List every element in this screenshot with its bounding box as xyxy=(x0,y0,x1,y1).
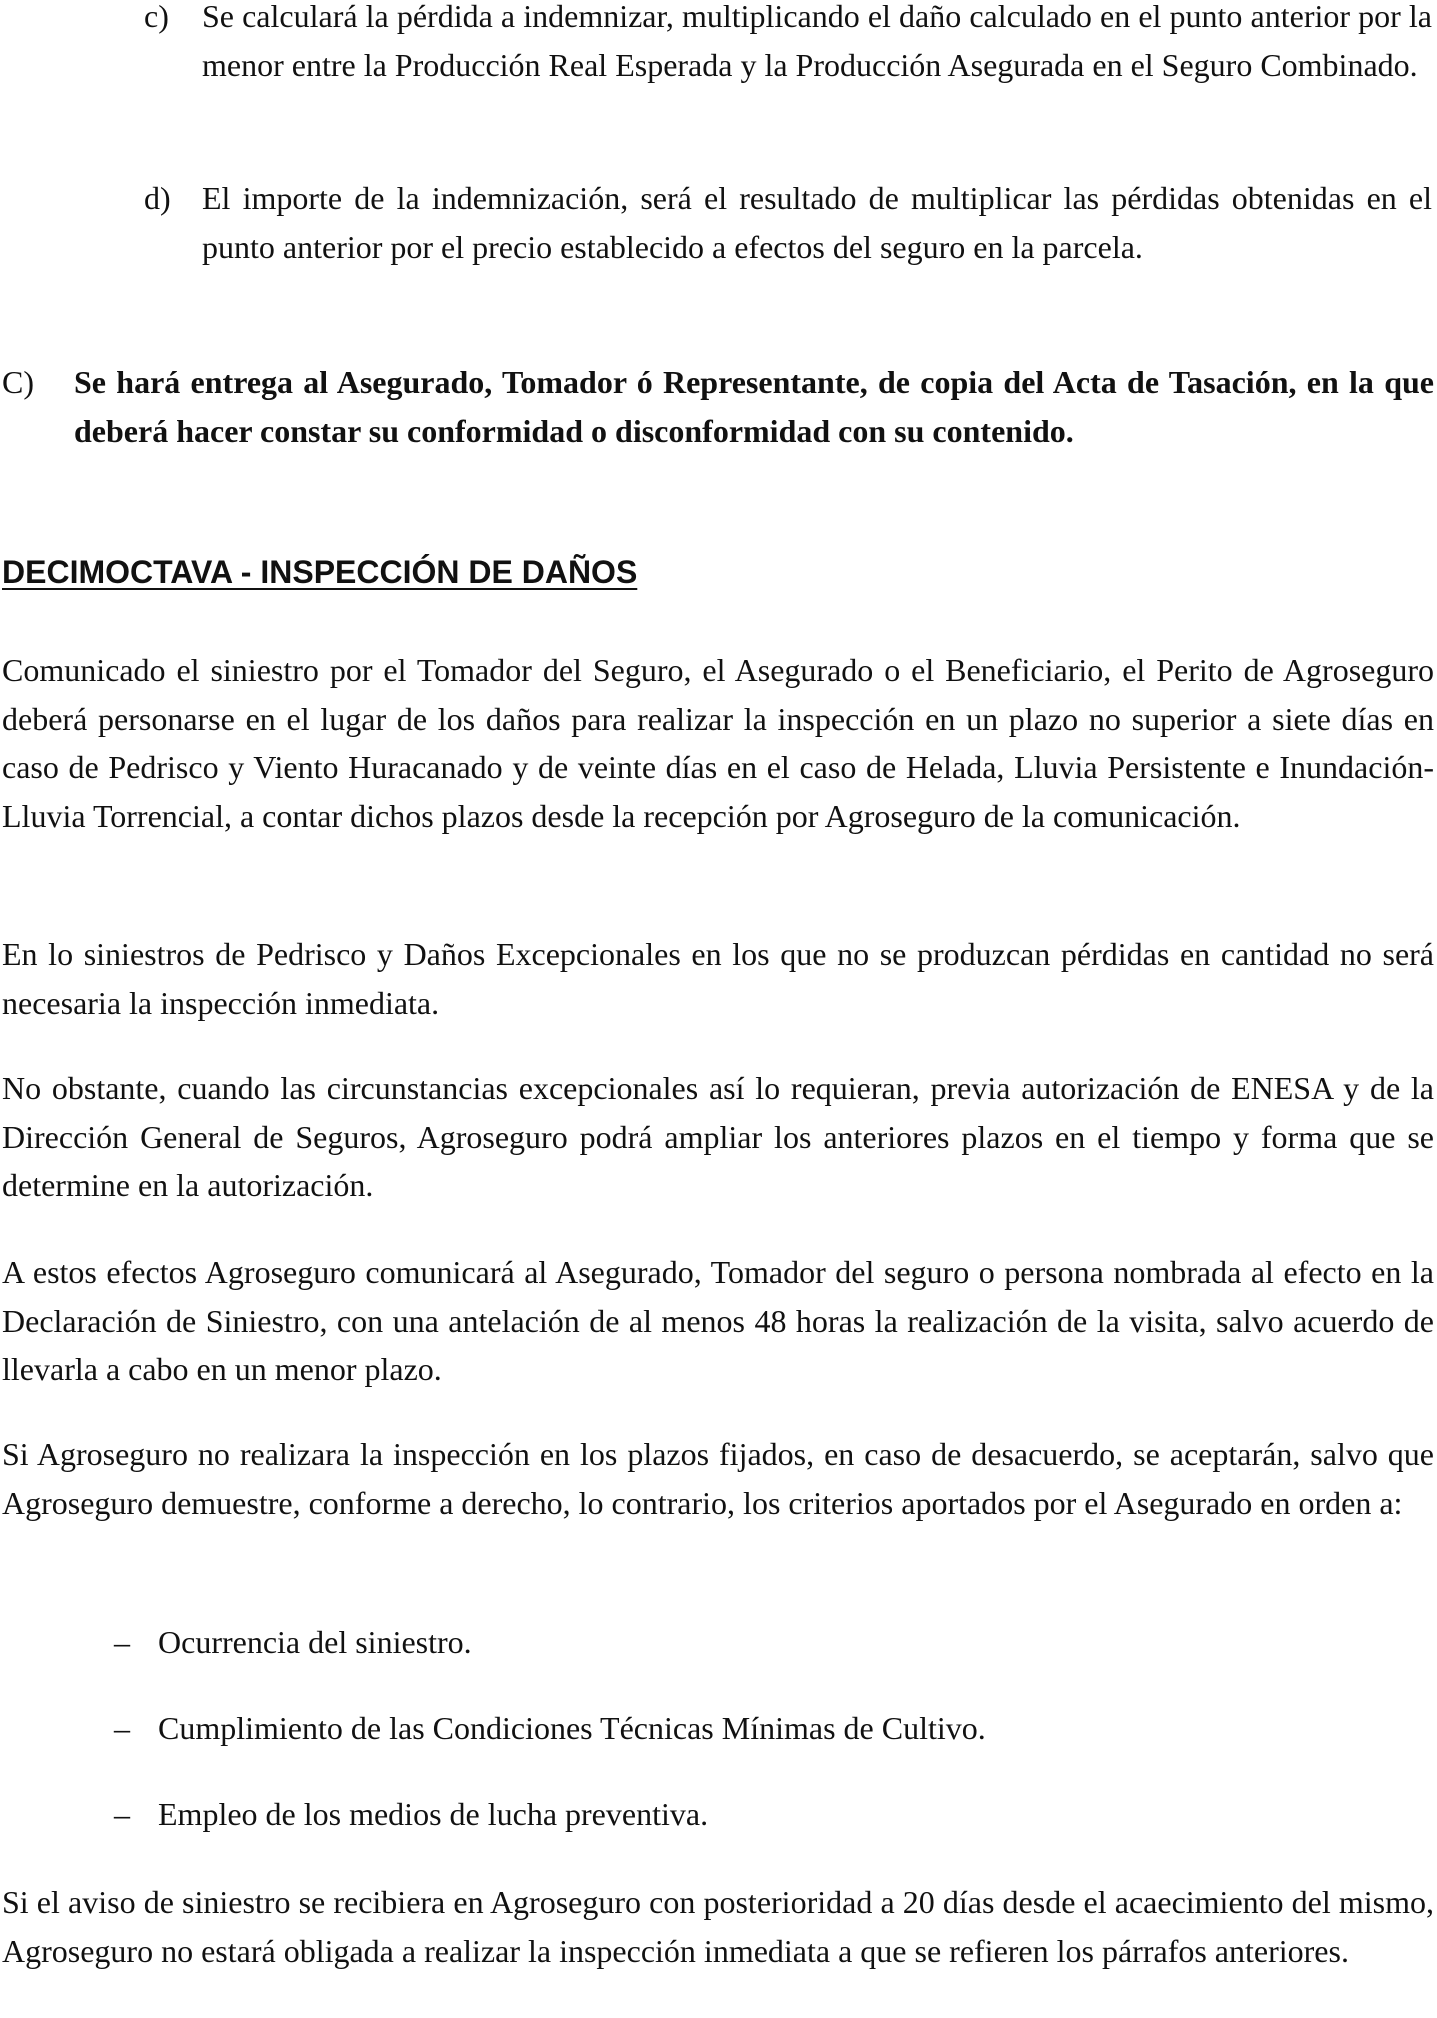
paragraph-criteria-intro: Si Agroseguro no realizara la inspección en los plazos fijados, en caso de desacuerdo, se aceptarán, salvo que Agroseguro demuestre, conforme a derecho, lo contrario, los criterios aportados por el Asegurado en orden a: xyxy=(2,1436,1434,1521)
list-item-text: Empleo de los medios de lucha preventiva. xyxy=(158,1796,709,1832)
item-text: Se hará entrega al Asegurado, Tomador ó Representante, de copia del Acta de Tasación, en la que deberá hacer constar su conformidad o disconformidad con su contenido. xyxy=(74,364,1434,449)
sub-item-marker: d) xyxy=(144,180,171,216)
paragraph-late-notice: Si el aviso de siniestro se recibiera en Agroseguro con posterioridad a 20 días desde el acaecimiento del mismo, Agroseguro no estará obligada a realizar la inspección inmediata a que se refieren los párrafos anteriores. xyxy=(2,1884,1434,1969)
item-marker: C) xyxy=(2,364,34,400)
list-item-text: Cumplimiento de las Condiciones Técnicas Mínimas de Cultivo. xyxy=(158,1710,986,1746)
dash-marker: – xyxy=(114,1796,130,1832)
paragraph-no-immediate-inspection: En lo siniestros de Pedrisco y Daños Excepcionales en los que no se produzcan pérdidas en cantidad no será necesaria la inspección inmediata. xyxy=(2,936,1434,1021)
sub-item-text: El importe de la indemnización, será el resultado de multiplicar las pérdidas obtenidas en el punto anterior por el precio establecido a efectos del seguro en la parcela. xyxy=(202,180,1432,265)
paragraph-inspection-deadline: Comunicado el siniestro por el Tomador del Seguro, el Asegurado o el Beneficiario, el Perito de Agroseguro deberá personarse en el lugar de los daños para realizar la inspección en un plazo no superior a siete días en caso de Pedrisco y Viento Huracanado y de veinte días en el caso de Helada, Lluvia Persistente e Inundación-Lluvia Torrencial, a contar dichos plazos desde la recepción por Agroseguro de la comunicación. xyxy=(2,652,1434,834)
item-c-upper xyxy=(2,358,1434,455)
sub-item-text: Se calculará la pérdida a indemnizar, multiplicando el daño calculado en el punto anterior por la menor entre la Producción Real Esperada y la Producción Asegurada en el Seguro Combinado. xyxy=(202,0,1432,83)
list-item xyxy=(114,1790,1314,1839)
sub-item-d xyxy=(144,174,1434,271)
list-item xyxy=(114,1704,1314,1753)
paragraph-extension: No obstante, cuando las circunstancias excepcionales así lo requieran, previa autorización de ENESA y de la Dirección General de Seguros, Agroseguro podrá ampliar los anteriores plazos en el tiempo y forma que se determine en la autorización. xyxy=(2,1070,1434,1203)
dash-marker: – xyxy=(114,1710,130,1746)
paragraph-notice: A estos efectos Agroseguro comunicará al Asegurado, Tomador del seguro o persona nombrada al efecto en la Declaración de Siniestro, con una antelación de al menos 48 horas la realización de la visita, salvo acuerdo de llevarla a cabo en un menor plazo. xyxy=(2,1254,1434,1387)
sub-item-marker: c) xyxy=(144,0,169,34)
sub-item-c xyxy=(144,0,1434,89)
list-item xyxy=(114,1618,1314,1667)
list-item-text: Ocurrencia del siniestro. xyxy=(158,1624,472,1660)
dash-marker: – xyxy=(114,1624,130,1660)
section-heading: DECIMOCTAVA - INSPECCIÓN DE DAÑOS xyxy=(2,554,638,590)
